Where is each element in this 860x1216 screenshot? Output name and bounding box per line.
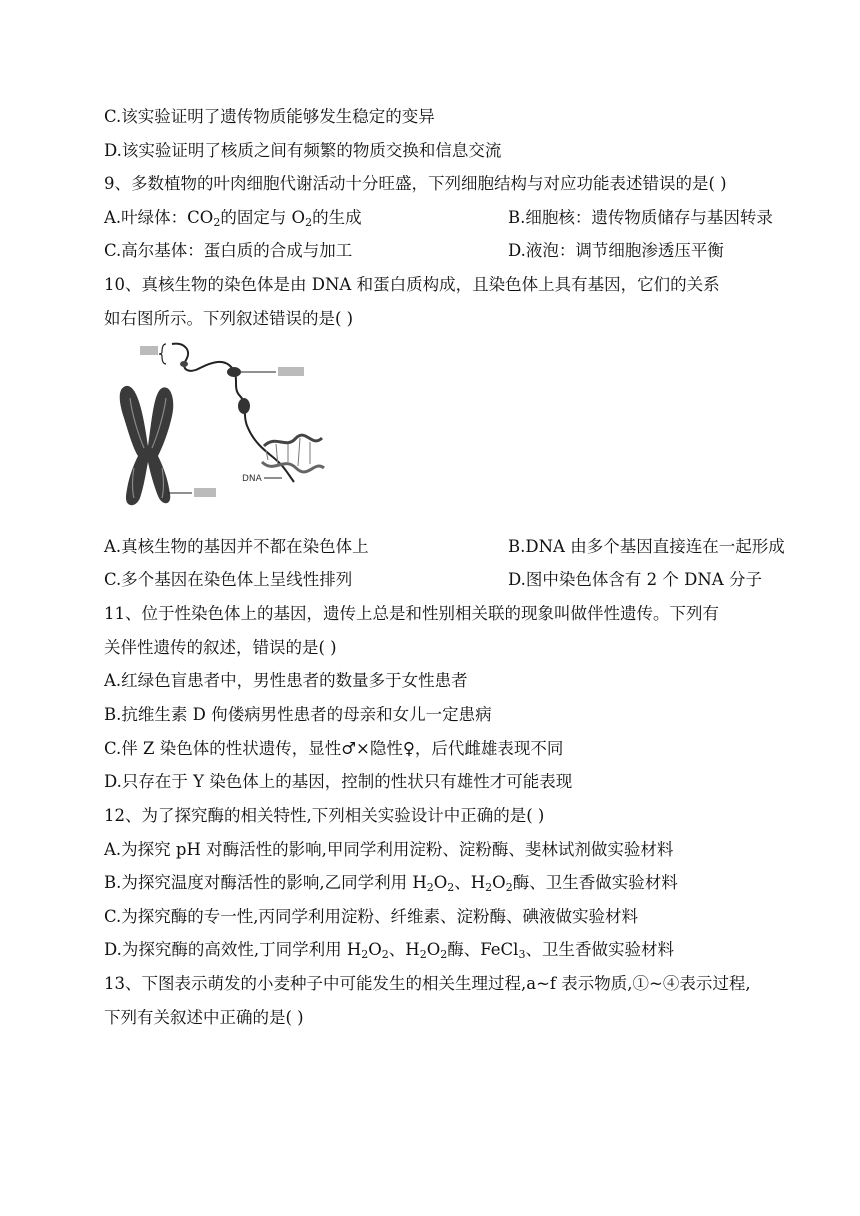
text-line	[104, 973, 751, 995]
text-line-content: C.多个基因在染色体上呈线性排列	[104, 570, 353, 589]
q12-option-b: B.为探究温度对酶活性的影响,乙同学利用 $H_2O_2$、$H_2O_2$酶、卫生香做实验材料	[104, 873, 678, 894]
text-line	[104, 274, 720, 296]
text-line	[104, 308, 353, 330]
text-line-content: 11、位于性染色体上的基因，遗传上总是和性别相关联的现象叫做伴性遗传。下列有	[104, 604, 719, 623]
text-line	[104, 569, 762, 591]
text-line-content: C.为探究酶的专一性,丙同学利用淀粉、纤维素、淀粉酶、碘液做实验材料	[104, 907, 639, 926]
text-line	[104, 140, 501, 162]
text-line	[104, 240, 724, 262]
chromosome-label-blur	[194, 488, 216, 497]
text-line-content: 如右图所示。下列叙述错误的是( )	[104, 309, 354, 328]
text-line-content: A.红绿色盲患者中，男性患者的数量多于女性患者	[104, 671, 468, 690]
q12-option-d: D.为探究酶的高效性,丁同学利用 $H_2O_2$、$H_2O_2$酶、FeCl$_3$、卫生香做实验材料	[104, 940, 674, 961]
dna-label: DNA	[242, 474, 262, 484]
q9-option-b: B.细胞核：遗传物质储存与基因转录	[508, 208, 773, 227]
text-line	[104, 805, 544, 827]
text-line	[104, 536, 785, 558]
text-line-content: 12、为了探究酶的相关特性,下列相关实验设计中正确的是( )	[104, 806, 545, 825]
protein-bead	[227, 367, 241, 377]
text-line	[104, 839, 673, 861]
text-line-right-option: D.液泡：调节细胞渗透压平衡	[508, 241, 724, 260]
text-line	[104, 603, 719, 625]
text-line-content: 9、多数植物的叶肉细胞代谢活动十分旺盛，下列细胞结构与对应功能表述错误的是( )	[104, 174, 727, 193]
text-line	[104, 173, 727, 195]
text-line-content: 关伴性遗传的叙述，错误的是( )	[104, 638, 337, 657]
dna-double-helix	[262, 435, 324, 472]
text-line-right-option: B.DNA 由多个基因直接连在一起形成	[508, 537, 785, 556]
nucleosome	[180, 361, 188, 367]
protein-label-blur	[278, 367, 304, 376]
chromosome-dna-gene-figure	[104, 338, 344, 510]
gene-bracket	[159, 344, 166, 364]
text-line	[104, 704, 492, 726]
text-line-content: A.为探究 pH 对酶活性的影响,甲同学利用淀粉、淀粉酶、斐林试剂做实验材料	[104, 840, 674, 859]
q9-option-a-b	[104, 207, 773, 229]
text-line	[104, 771, 572, 793]
chromatin-strand	[172, 344, 294, 482]
protein-bead	[238, 398, 250, 414]
text-line-content: B.抗维生素 D 佝偻病男性患者的母亲和女儿一定患病	[104, 705, 492, 724]
text-line-right-option: D.图中染色体含有 2 个 DNA 分子	[508, 570, 762, 589]
text-line-content: C.该实验证明了遗传物质能够发生稳定的变异	[104, 107, 435, 126]
q9-option-a: A.叶绿体：$CO_2$的固定与 $O_2$的生成	[104, 208, 362, 229]
text-line-content: C.伴 Z 染色体的性状遗传，显性♂×隐性♀，后代雌雄表现不同	[104, 739, 564, 758]
text-line-content: 13、下图表示萌发的小麦种子中可能发生的相关生理过程,a~f 表示物质,①~④表示过程,	[104, 974, 751, 993]
text-line-content: 10、真核生物的染色体是由 DNA 和蛋白质构成，且染色体上具有基因，它们的关系	[104, 275, 720, 294]
text-line	[104, 1007, 304, 1029]
chromosome-shape	[120, 386, 174, 505]
text-line-content: D.该实验证明了核质之间有频繁的物质交换和信息交流	[104, 141, 502, 160]
text-line	[104, 670, 468, 692]
gene-label-blur	[140, 346, 158, 355]
text-line	[104, 906, 638, 928]
text-line	[104, 637, 337, 659]
text-line	[104, 106, 435, 128]
text-line-content: C.高尔基体：蛋白质的合成与加工	[104, 241, 353, 260]
text-line	[104, 738, 563, 760]
text-line-content: 下列有关叙述中正确的是( )	[104, 1008, 304, 1027]
text-line-content: A.真核生物的基因并不都在染色体上	[104, 537, 369, 556]
text-line-content: D.只存在于 Y 染色体上的基因，控制的性状只有雄性才可能表现	[104, 772, 573, 791]
